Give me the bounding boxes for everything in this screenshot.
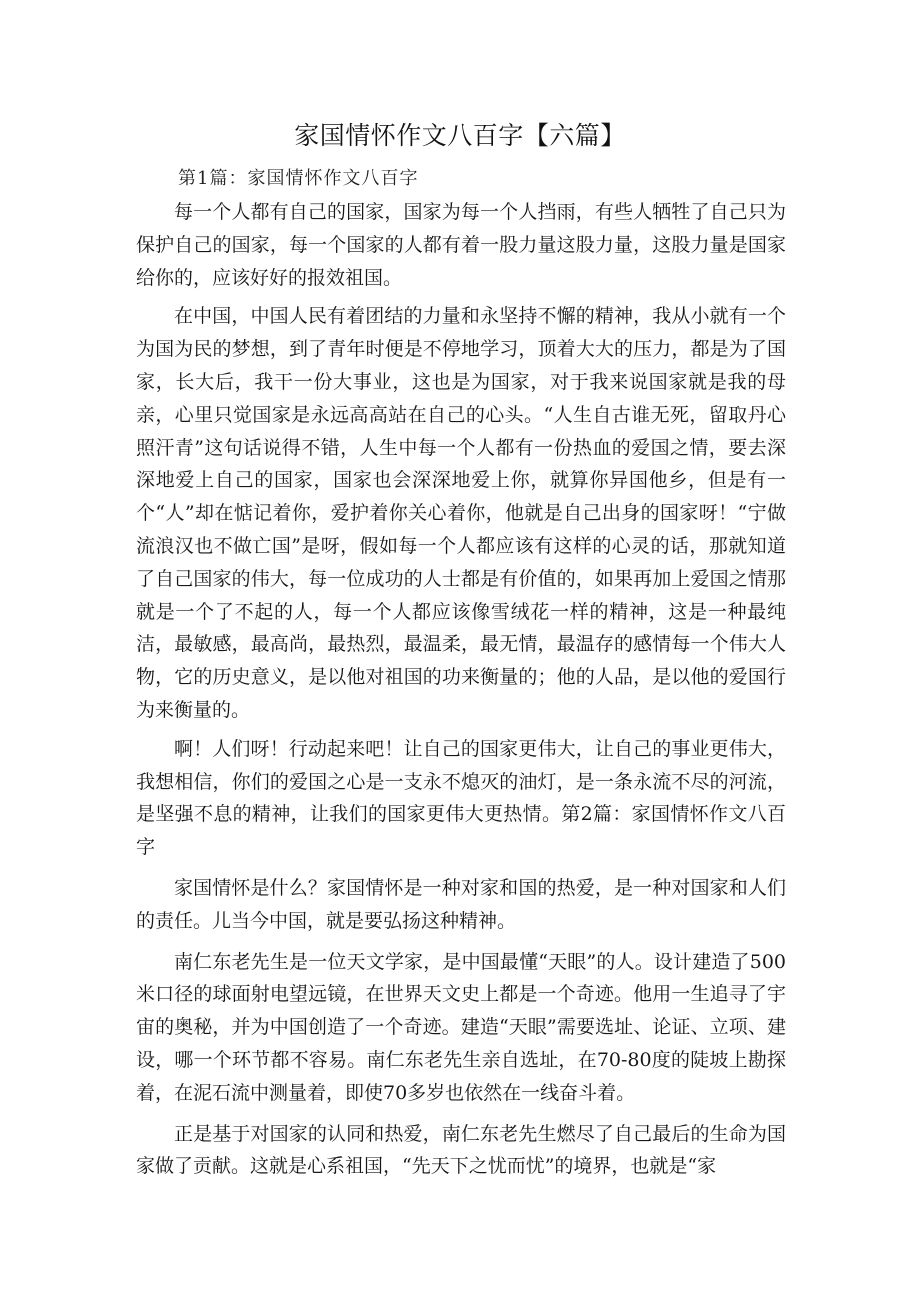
paragraph-5: 南仁东老先生是一位天文学家，是中国最懂“天眼”的人。设计建造了500米口径的球面射电望远镜，在世界天文史上都是一个奇迹。他用一生追寻了宇宙的奥秘，并为中国创造了一个奇迹。建造“天眼”需要选址、论证、立项、建设，哪一个环节都不容易。南仁东老先生亲自选址，在70-80度的陡坡上勘探着，在泥石流中测量着，即使70多岁也依然在一线奋斗着。 [136,950,786,1104]
section-heading: 第1篇：家国情怀作文八百字 [178,168,419,189]
document-body [136,196,786,1183]
paragraph-2: 在中国，中国人民有着团结的力量和永坚持不懈的精神，我从小就有一个为国为民的梦想，到了青年时便是不停地学习，顶着大大的压力，都是为了国家，长大后，我干一份大事业，这也是为国家，对于我来说国家就是我的母亲，心里只觉国家是永远高高站在自己的心头。“人生自古谁无死，留取丹心照汗青”这句话说得不错，人生中每一个人都有一份热血的爱国之情，要去深深地爱上自己的国家，国家也会深深地爱上你，就算你异国他乡，但是有一个“人”却在惦记着你，爱护着你关心着你，他就是自己出身的国家呀！“宁做流浪汉也不做亡国”是呀，假如每一个人都应该有这样的心灵的话，那就知道了自己国家的伟大，每一位成功的人士都是有价值的，如果再加上爱国之情那就是一个了不起的人，每一个人都应该像雪绒花一样的精神，这是一种最纯洁，最敏感，最高尚，最热烈，最温柔，最无情，最温存的感情每一个伟大人物，它的历史意义，是以他对祖国的功来衡量的；他的人品，是以他的爱国行为来衡量的。 [136,305,786,721]
paragraph-4: 家国情怀是什么？家国情怀是一种对家和国的热爱，是一种对国家和人们的责任。儿当今中国，就是要弘扬这种精神。 [136,876,786,932]
paragraph-1: 每一个人都有自己的国家，国家为每一个人挡雨，有些人牺牲了自己只为保护自己的国家，每一个国家的人都有着一股力量这股力量，这股力量是国家给你的，应该好好的报效祖国。 [136,201,786,289]
paragraph-6: 正是基于对国家的认同和热爱，南仁东老先生燃尽了自己最后的生命为国家做了贡献。这就是心系祖国，“先天下之忧而忧”的境界，也就是“家 [136,1122,786,1178]
paragraph-3: 啊！人们呀！行动起来吧！让自己的国家更伟大，让自己的事业更伟大，我想相信，你们的爱国之心是一支永不熄灭的油灯，是一条永流不尽的河流，是坚强不息的精神，让我们的国家更伟大更热情。第2篇：家国情怀作文八百字 [136,737,786,859]
document-title: 家国情怀作文八百字【六篇】 [294,121,626,150]
